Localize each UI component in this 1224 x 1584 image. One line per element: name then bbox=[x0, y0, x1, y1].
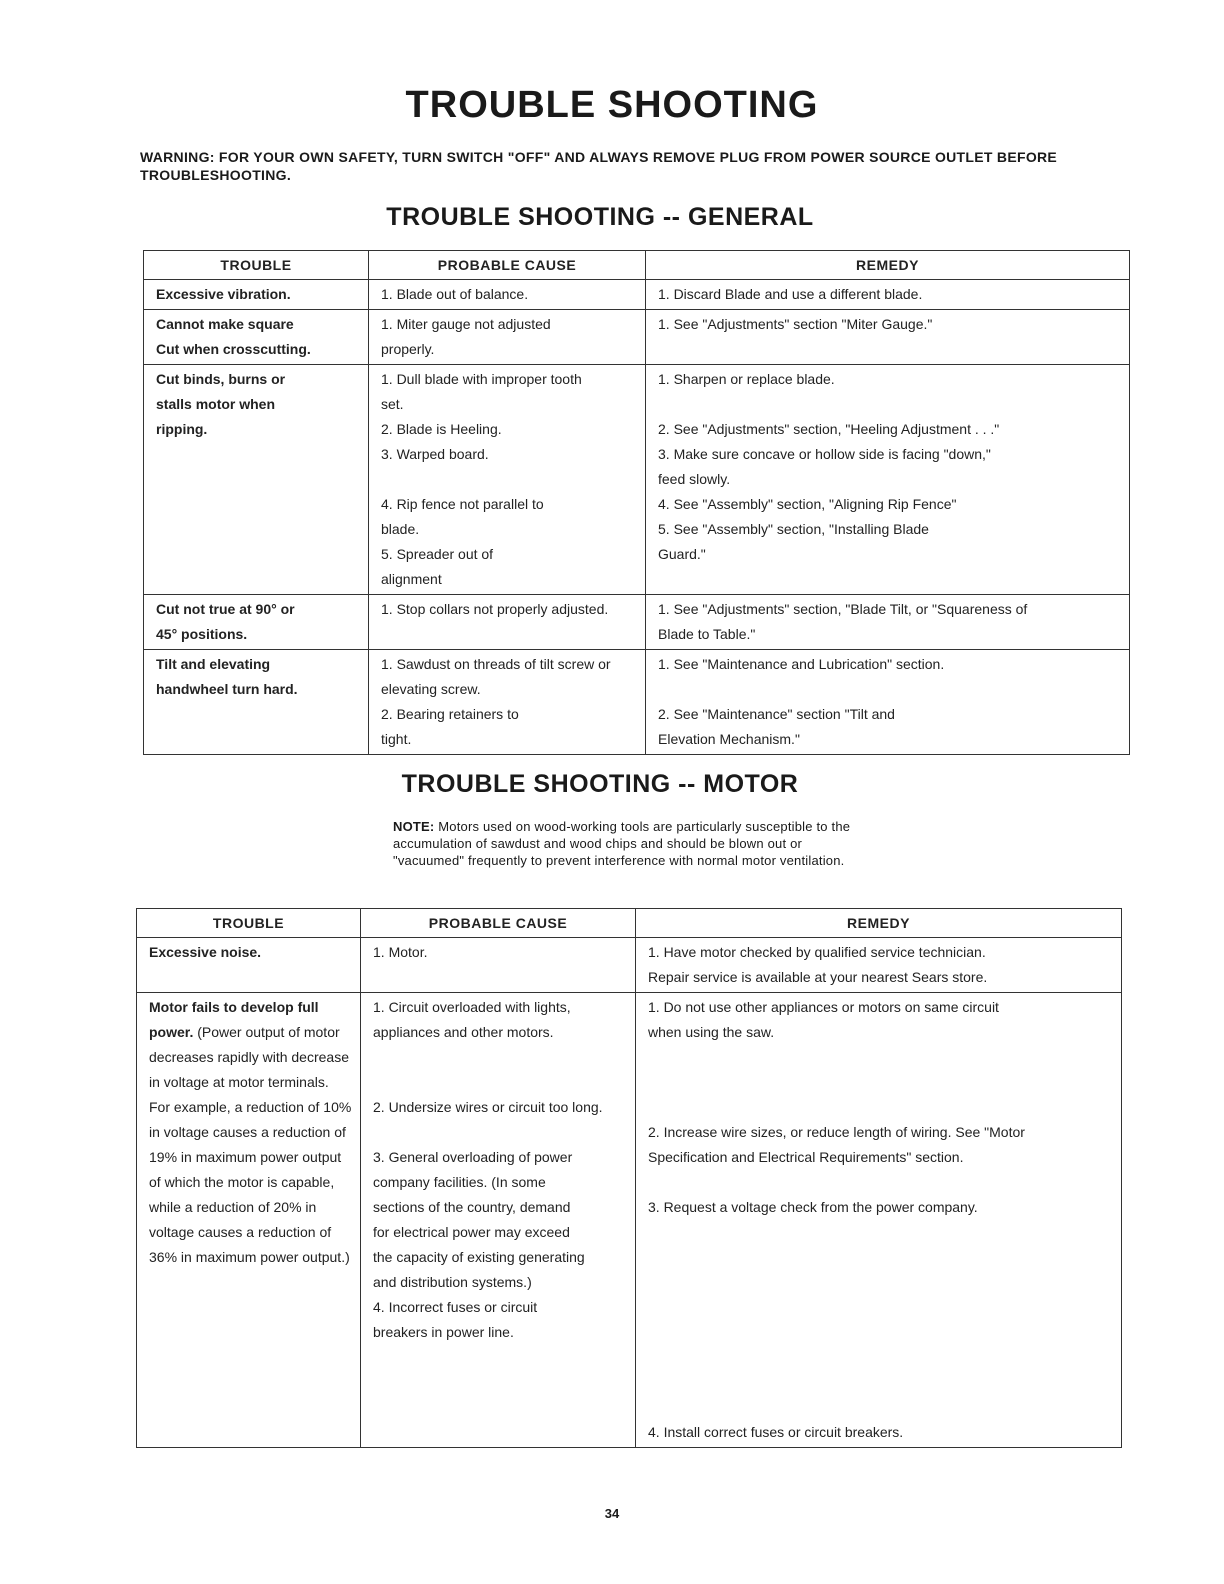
trouble-cell bbox=[144, 650, 369, 755]
remedy-item: 2. See "Adjustments" section, "Heeling Adjustment . . ." bbox=[658, 421, 1000, 437]
cause-item: 3. General overloading of power company facilities. (In some sections of the country, demand for electrical power may exceed the capacity of existing generating and distribution systems.) bbox=[373, 1149, 585, 1290]
remedy-item: 1. See "Maintenance and Lubrication" section. bbox=[658, 656, 945, 672]
general-section-title: TROUBLE SHOOTING -- GENERAL bbox=[386, 203, 814, 231]
trouble-cell bbox=[144, 310, 369, 365]
remedy-cell bbox=[646, 650, 1130, 755]
cause-item: 2. Blade is Heeling. bbox=[381, 421, 502, 437]
note-label: NOTE: bbox=[393, 819, 435, 834]
remedy-item: 5. See "Assembly" section, "Installing Blade Guard." bbox=[658, 521, 929, 562]
remedy-cell bbox=[646, 310, 1130, 365]
header-trouble: TROUBLE bbox=[144, 251, 369, 280]
table-header-row bbox=[137, 909, 1122, 938]
remedy-cell bbox=[636, 938, 1122, 993]
header-probable-cause: PROBABLE CAUSE bbox=[361, 909, 636, 938]
remedy-item: 1. Sharpen or replace blade. bbox=[658, 371, 835, 387]
trouble-cell bbox=[144, 595, 369, 650]
cause-item: 1. Motor. bbox=[373, 944, 428, 960]
cause-item: 3. Warped board. bbox=[381, 446, 489, 462]
cause-item: 4. Rip fence not parallel to blade. bbox=[381, 496, 544, 537]
remedy-item: 1. Discard Blade and use a different blade. bbox=[658, 286, 923, 302]
trouble-cell bbox=[137, 993, 361, 1448]
cause-cell bbox=[369, 595, 646, 650]
cause-item: 1. Dull blade with improper tooth set. bbox=[381, 371, 582, 412]
cause-item: 1. Miter gauge not adjusted properly. bbox=[381, 316, 551, 357]
cause-item: 2. Bearing retainers to tight. bbox=[381, 706, 519, 747]
cause-item: 1. Sawdust on threads of tilt screw or elevating screw. bbox=[381, 656, 611, 697]
remedy-cell bbox=[646, 280, 1130, 310]
header-trouble: TROUBLE bbox=[137, 909, 361, 938]
remedy-cell bbox=[636, 993, 1122, 1448]
table-row bbox=[144, 595, 1130, 650]
trouble-text: Cannot make square Cut when crosscutting. bbox=[156, 316, 311, 357]
cause-item: 1. Stop collars not properly adjusted. bbox=[381, 601, 609, 617]
cause-item: 1. Blade out of balance. bbox=[381, 286, 529, 302]
cause-item: 1. Circuit overloaded with lights, appliances and other motors. bbox=[373, 999, 571, 1040]
remedy-item: 1. Do not use other appliances or motors on same circuit when using the saw. bbox=[648, 999, 999, 1040]
cause-cell bbox=[369, 365, 646, 595]
table-row bbox=[144, 650, 1130, 755]
safety-warning: WARNING: FOR YOUR OWN SAFETY, TURN SWITCH "OFF" AND ALWAYS REMOVE PLUG FROM POWER SOURCE OUTLET BEFORE TROUBLESHOOTING. bbox=[140, 149, 1058, 183]
table-row bbox=[144, 280, 1130, 310]
cause-cell bbox=[369, 650, 646, 755]
header-remedy: REMEDY bbox=[646, 251, 1130, 280]
trouble-bold: Motor fails to develop full power. bbox=[149, 999, 319, 1040]
remedy-item: 3. Request a voltage check from the power company. bbox=[648, 1199, 978, 1215]
cause-cell bbox=[369, 280, 646, 310]
cause-item: 5. Spreader out of alignment bbox=[381, 546, 494, 587]
table-row bbox=[144, 365, 1130, 595]
cause-item: 2. Undersize wires or circuit too long. bbox=[373, 1099, 603, 1115]
remedy-item: 4. Install correct fuses or circuit breakers. bbox=[648, 1424, 904, 1440]
cause-item: 4. Incorrect fuses or circuit breakers in power line. bbox=[373, 1299, 538, 1340]
remedy-item: 1. Have motor checked by qualified service technician. Repair service is available at your nearest Sears store. bbox=[648, 944, 988, 985]
header-probable-cause: PROBABLE CAUSE bbox=[369, 251, 646, 280]
general-trouble-table bbox=[143, 250, 1130, 755]
table-row bbox=[144, 310, 1130, 365]
table-header-row bbox=[144, 251, 1130, 280]
trouble-cell bbox=[137, 938, 361, 993]
remedy-item: 1. See "Adjustments" section "Miter Gauge." bbox=[658, 316, 933, 332]
remedy-item: 3. Make sure concave or hollow side is facing "down," feed slowly. bbox=[658, 446, 991, 487]
trouble-bold: Excessive noise. bbox=[149, 944, 262, 960]
page-number: 34 bbox=[604, 1506, 620, 1521]
remedy-item: 1. See "Adjustments" section, "Blade Tilt, or "Squareness of Blade to Table." bbox=[658, 601, 1028, 642]
trouble-cell bbox=[144, 365, 369, 595]
remedy-item: 4. See "Assembly" section, "Aligning Rip Fence" bbox=[658, 496, 957, 512]
trouble-text: Cut binds, burns or stalls motor when ripping. bbox=[156, 371, 286, 437]
motor-section-title: TROUBLE SHOOTING -- MOTOR bbox=[401, 770, 799, 798]
cause-cell bbox=[361, 993, 636, 1448]
header-remedy: REMEDY bbox=[636, 909, 1122, 938]
trouble-text: Tilt and elevating handwheel turn hard. bbox=[156, 656, 298, 697]
trouble-text: Cut not true at 90° or 45° positions. bbox=[156, 601, 295, 642]
cause-cell bbox=[361, 938, 636, 993]
trouble-detail: (Power output of motor decreases rapidly with decrease in voltage at motor terminals. For example, a reduction of 10% in voltage causes a reduction of 19% in maximum power output of which the motor is capable, while a reduction of 20% in voltage causes a reduction of 36% in maximum power output.) bbox=[149, 1024, 352, 1265]
table-row bbox=[137, 993, 1122, 1448]
trouble-cell: Excessive vibration. bbox=[144, 280, 369, 310]
remedy-cell bbox=[646, 365, 1130, 595]
motor-note bbox=[393, 818, 873, 869]
motor-trouble-table bbox=[136, 908, 1122, 1448]
page-title: TROUBLE SHOOTING bbox=[405, 84, 819, 126]
remedy-item: 2. See "Maintenance" section "Tilt and Elevation Mechanism." bbox=[658, 706, 895, 747]
remedy-item: 2. Increase wire sizes, or reduce length of wiring. See "Motor Specification and Electrical Requirements" section. bbox=[648, 1124, 1025, 1165]
cause-cell bbox=[369, 310, 646, 365]
table-row bbox=[137, 938, 1122, 993]
remedy-cell bbox=[646, 595, 1130, 650]
note-text: Motors used on wood-working tools are particularly susceptible to the accumulation of sawdust and wood chips and should be blown out or "vacuumed" frequently to prevent interference with normal motor ventilation. bbox=[393, 819, 851, 868]
